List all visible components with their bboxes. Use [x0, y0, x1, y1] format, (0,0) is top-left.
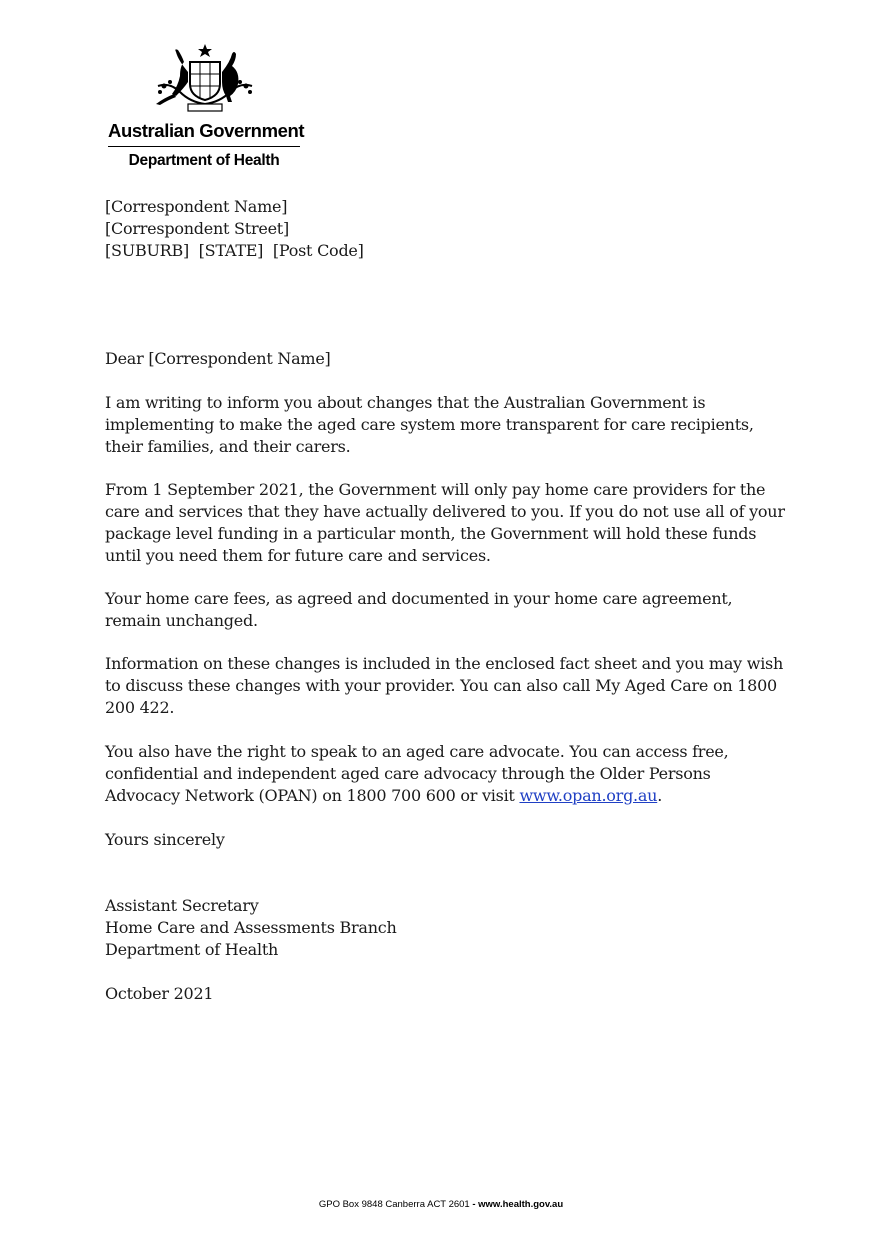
advocacy-text: You also have the right to speak to an aged care advocate. You can access free, confidential and independent aged care advocacy through the Older Persons Advocacy Network (OPAN) on 1800 700 600 or visit: [105, 742, 729, 805]
closing: Yours sincerely: [105, 830, 225, 849]
opan-website-link[interactable]: www.opan.org.au: [519, 786, 658, 805]
paragraph-intro: I am writing to inform you about changes that the Australian Government is implementing to make the aged care system more transparent for care recipients, their families, and their carers.: [105, 393, 754, 456]
paragraph-fees: Your home care fees, as agreed and documented in your home care agreement, remain unchanged.: [105, 589, 733, 630]
footer-address: GPO Box 9848 Canberra ACT 2601: [318, 1199, 470, 1210]
paragraph-information: Information on these changes is included in the enclosed fact sheet and you may wish to discuss these changes with your provider. You can also call My Aged Care on 1800 200 422.: [105, 654, 784, 717]
star-icon: [198, 44, 212, 57]
signature-branch: Home Care and Assessments Branch: [105, 918, 397, 937]
shield-icon: [190, 62, 220, 100]
salutation: Dear [Correspondent Name]: [105, 349, 331, 368]
advocacy-text-end: .: [657, 786, 663, 805]
emu-icon: [222, 52, 238, 102]
signature-department: Department of Health: [105, 940, 279, 959]
government-name: Australian Government: [108, 120, 305, 141]
address-name: [Correspondent Name]: [105, 197, 288, 216]
department-name: Department of Health: [128, 152, 280, 169]
letterhead-divider: [108, 146, 300, 147]
footer-website[interactable]: www.health.gov.au: [478, 1199, 564, 1210]
footer: [0, 1199, 882, 1210]
kangaroo-icon: [172, 49, 188, 96]
paragraph-payment-change: From 1 September 2021, the Government will only pay home care providers for the care and services that they have actually delivered to you. If you do not use all of your package level funding in a particular month, the Government will hold these funds until you need them for future care and services.: [105, 480, 785, 565]
address-locality: [SUBURB] [STATE] [Post Code]: [105, 241, 364, 260]
signature-block: [105, 895, 785, 961]
paragraph-advocacy: [105, 741, 785, 807]
coat-of-arms-logo: [150, 42, 260, 114]
address-block: [105, 196, 785, 262]
signature-title: Assistant Secretary: [105, 896, 259, 915]
footer-separator: -: [469, 1199, 479, 1210]
address-street: [Correspondent Street]: [105, 219, 289, 238]
letter-date: October 2021: [105, 984, 214, 1003]
